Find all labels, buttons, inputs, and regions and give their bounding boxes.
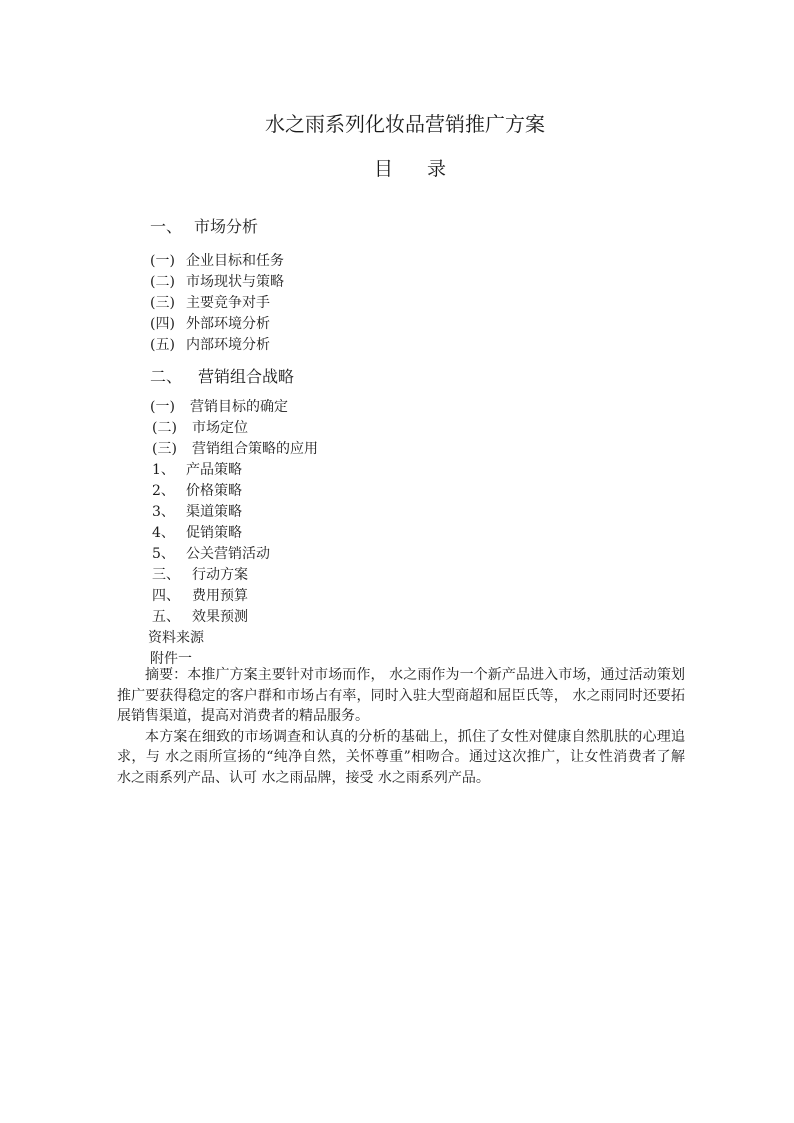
toc-item	[150, 273, 284, 291]
toc-subitem	[152, 461, 242, 479]
toc-subitem-number: 1、	[152, 462, 175, 478]
toc-item	[150, 294, 270, 312]
toc-item-label: 企业目标和任务	[186, 253, 284, 269]
toc-subitem	[152, 545, 270, 563]
toc-item	[152, 419, 248, 437]
document-title: 水之雨系列化妆品营销推广方案	[265, 112, 545, 136]
toc-section-3	[152, 566, 248, 584]
toc-section-label: 费用预算	[192, 588, 248, 604]
toc-subitem	[152, 524, 242, 542]
toc-item	[150, 398, 288, 416]
toc-heading: 目 录	[373, 158, 461, 180]
toc-item-label: 内部环境分析	[186, 337, 270, 353]
toc-item-number: (一)	[150, 253, 175, 269]
toc-subitem	[152, 503, 242, 521]
toc-item-label: 外部环境分析	[186, 316, 270, 332]
abstract	[117, 665, 685, 789]
toc-item-label: 主要竞争对手	[186, 295, 270, 311]
toc-item	[150, 315, 270, 333]
abstract-paragraph: 本方案在细致的市场调查和认真的分析的基础上，抓住了女性对健康自然肌肤的心理追求，与 水之雨所宣扬的“纯净自然，关怀尊重”相吻合。通过这次推广，让女性消费者了解 水之雨系列产品、认可 水之雨品牌，接受 水之雨系列产品。	[117, 728, 685, 786]
toc-subitem-label: 产品策略	[186, 462, 242, 478]
toc-section-2	[150, 368, 294, 386]
toc-section-label: 营销组合战略	[198, 367, 295, 386]
toc-item-number: (四)	[150, 316, 175, 332]
toc-section-number: 二、	[150, 367, 183, 386]
toc-section-number: 四、	[152, 588, 180, 604]
toc-item	[150, 252, 284, 270]
toc-item-label: 营销组合策略的应用	[192, 441, 318, 457]
toc-subitem-number: 3、	[152, 504, 175, 520]
toc-section-number: 一、	[150, 217, 183, 236]
toc-item-label: 营销目标的确定	[190, 399, 288, 415]
toc-subitem	[152, 482, 242, 500]
toc-item-number: (一)	[150, 399, 175, 415]
toc-subitem-label: 渠道策略	[186, 504, 242, 520]
toc-subitem-label: 促销策略	[186, 525, 242, 541]
toc-subitem-number: 4、	[152, 525, 175, 541]
toc-item	[150, 336, 270, 354]
toc-item-label: 市场定位	[192, 420, 248, 436]
toc-section-4	[152, 587, 248, 605]
toc-item-label: 市场现状与策略	[186, 274, 284, 290]
abstract-paragraph: 摘要：本推广方案主要针对市场而作， 水之雨作为一个新产品进入市场，通过活动策划推广要获得稳定的客户群和市场占有率，同时入驻大型商超和屈臣氏等， 水之雨同时还要拓展销售渠道，提高对消费者的精品服务。	[117, 667, 685, 725]
toc-item-number: (二)	[150, 274, 175, 290]
toc-item-number: (三)	[150, 295, 175, 311]
toc-section-5	[152, 608, 248, 626]
toc-section-number: 三、	[152, 567, 180, 583]
toc-section-1	[150, 218, 258, 236]
toc-subitem-label: 价格策略	[186, 483, 242, 499]
toc-subitem-number: 5、	[152, 546, 175, 562]
toc-item-number: (三)	[152, 441, 177, 457]
toc-subitem-label: 公关营销活动	[186, 546, 270, 562]
toc-section-label: 行动方案	[192, 567, 248, 583]
toc-section-number: 五、	[152, 609, 180, 625]
toc-item-number: (二)	[152, 420, 177, 436]
toc-section-label: 市场分析	[194, 217, 259, 236]
toc-section-label: 效果预测	[192, 609, 248, 625]
toc-sources: 资料来源	[148, 630, 204, 646]
toc-item-number: (五)	[150, 337, 175, 353]
toc-item	[152, 440, 318, 458]
toc-attachment: 附件一	[150, 651, 192, 667]
toc-subitem-number: 2、	[152, 483, 175, 499]
